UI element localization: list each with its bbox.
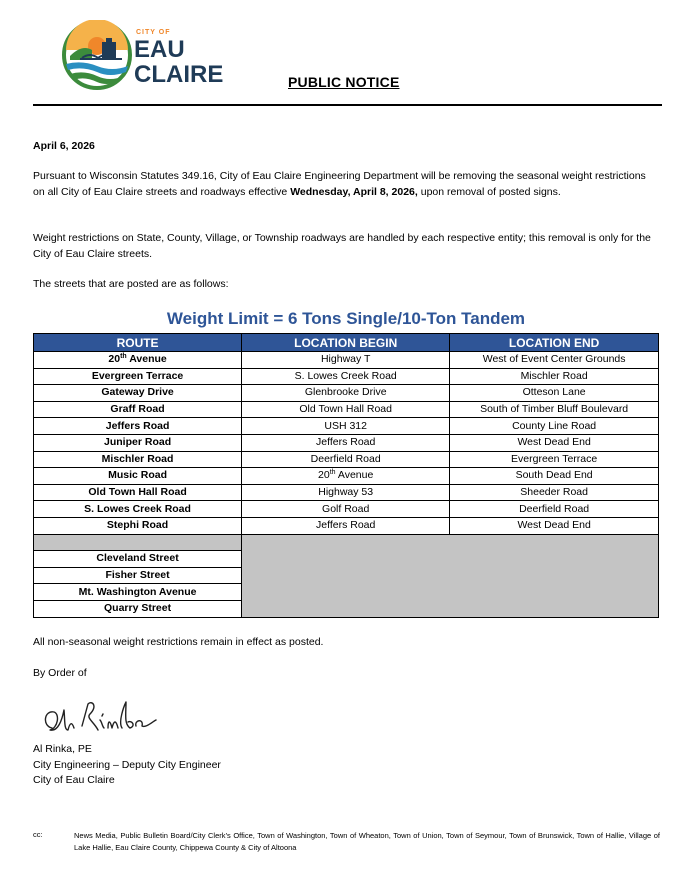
- grey-separator-row: [34, 534, 659, 551]
- weight-limit-table: [33, 333, 659, 618]
- signer-title: City Engineering – Deputy City Engineer: [33, 758, 221, 771]
- location-begin-cell: Jeffers Road: [242, 434, 450, 451]
- logo-line1: EAU: [134, 36, 185, 63]
- route-cell: Graff Road: [34, 401, 242, 418]
- closing-statement: All non-seasonal weight restrictions remain in effect as posted.: [33, 636, 324, 648]
- grey-block: [242, 534, 659, 617]
- ordinal-suffix: th: [329, 469, 336, 477]
- logo-city-of: CITY OF: [136, 29, 171, 36]
- streets-intro: The streets that are posted are as follows:: [33, 278, 229, 290]
- route-cell: Stephi Road: [34, 517, 242, 534]
- location-begin-cell: USH 312: [242, 418, 450, 435]
- header-location-end: LOCATION END: [450, 334, 659, 352]
- effective-date: Wednesday, April 8, 2026,: [290, 185, 418, 198]
- table-row: [34, 352, 659, 369]
- location-begin-cell: Jeffers Road: [242, 517, 450, 534]
- table-row: [34, 401, 659, 418]
- location-begin-cell: 20th Avenue: [242, 468, 450, 485]
- grey-cell: [34, 534, 242, 551]
- location-begin-cell: Glenbrooke Drive: [242, 385, 450, 402]
- location-begin-cell: S. Lowes Creek Road: [242, 368, 450, 385]
- table-row: [34, 418, 659, 435]
- logo-line2: CLAIRE: [134, 61, 224, 88]
- route-cell: Gateway Drive: [34, 385, 242, 402]
- location-end-cell: Mischler Road: [450, 368, 659, 385]
- intro-text-end: upon removal of posted signs.: [417, 185, 561, 198]
- intro-text: Pursuant to Wisconsin Statutes 349.16, City of Eau Claire Engineering Department will be removing the seasonal weight restrictions on all City of Eau Claire streets and roadways effective: [33, 170, 646, 198]
- route-cell: Jeffers Road: [34, 418, 242, 435]
- table-row: [34, 468, 659, 485]
- location-begin-cell: Old Town Hall Road: [242, 401, 450, 418]
- header-rule: [33, 104, 662, 106]
- route-cell: Fisher Street: [34, 567, 242, 584]
- cc-list: News Media, Public Bulletin Board/City Clerk’s Office, Town of Washington, Town of Wheaton, Town of Union, Town of Seymour, Town of Brunswick, Town of Hallie, Village of Lake Hallie, Eau Claire County, Chippewa County & City of Altoona: [74, 831, 660, 852]
- table-title: Weight Limit = 6 Tons Single/10-Ton Tandem: [166, 309, 526, 328]
- route-cell: S. Lowes Creek Road: [34, 501, 242, 518]
- route-cell: Mischler Road: [34, 451, 242, 468]
- location-end-cell: West Dead End: [450, 517, 659, 534]
- signer-name: Al Rinka, PE: [33, 743, 92, 755]
- notice-title: PUBLIC NOTICE: [288, 74, 400, 90]
- table-row: [34, 484, 659, 501]
- route-cell: 20th Avenue: [34, 352, 242, 369]
- signature-block: [33, 742, 221, 789]
- cc-label: cc:: [33, 830, 43, 839]
- location-end-cell: South Dead End: [450, 468, 659, 485]
- location-end-cell: Otteson Lane: [450, 385, 659, 402]
- route-cell: Old Town Hall Road: [34, 484, 242, 501]
- location-end-cell: West of Event Center Grounds: [450, 352, 659, 369]
- signature-image: [38, 692, 163, 737]
- table-row: [34, 517, 659, 534]
- route-cell: Quarry Street: [34, 600, 242, 617]
- location-begin-cell: Deerfield Road: [242, 451, 450, 468]
- location-end-cell: Sheeder Road: [450, 484, 659, 501]
- table-row: [34, 451, 659, 468]
- location-end-cell: County Line Road: [450, 418, 659, 435]
- table-body: [34, 352, 659, 618]
- header-route: ROUTE: [34, 334, 242, 352]
- table-header-row: [34, 334, 659, 352]
- table-row: [34, 385, 659, 402]
- route-cell: Evergreen Terrace: [34, 368, 242, 385]
- route-cell: Cleveland Street: [34, 551, 242, 568]
- jurisdiction-paragraph: Weight restrictions on State, County, Village, or Township roadways are handled by each respective entity; this removal is only for the City of Eau Claire streets.: [33, 232, 651, 260]
- notice-date: April 6, 2026: [33, 140, 95, 152]
- table-row: [34, 434, 659, 451]
- location-end-cell: West Dead End: [450, 434, 659, 451]
- location-end-cell: Deerfield Road: [450, 501, 659, 518]
- location-begin-cell: Golf Road: [242, 501, 450, 518]
- header-location-begin: LOCATION BEGIN: [242, 334, 450, 352]
- table-row: [34, 368, 659, 385]
- ordinal-suffix: th: [120, 353, 127, 361]
- location-begin-cell: Highway T: [242, 352, 450, 369]
- city-logo: [62, 20, 232, 90]
- signer-org: City of Eau Claire: [33, 774, 115, 786]
- route-cell: Mt. Washington Avenue: [34, 584, 242, 601]
- intro-paragraph: [33, 169, 653, 200]
- route-cell: Juniper Road: [34, 434, 242, 451]
- route-cell: Music Road: [34, 468, 242, 485]
- by-order: By Order of: [33, 667, 87, 679]
- location-end-cell: South of Timber Bluff Boulevard: [450, 401, 659, 418]
- location-begin-cell: Highway 53: [242, 484, 450, 501]
- location-end-cell: Evergreen Terrace: [450, 451, 659, 468]
- table-row: [34, 501, 659, 518]
- logo-emblem-icon: [64, 20, 130, 88]
